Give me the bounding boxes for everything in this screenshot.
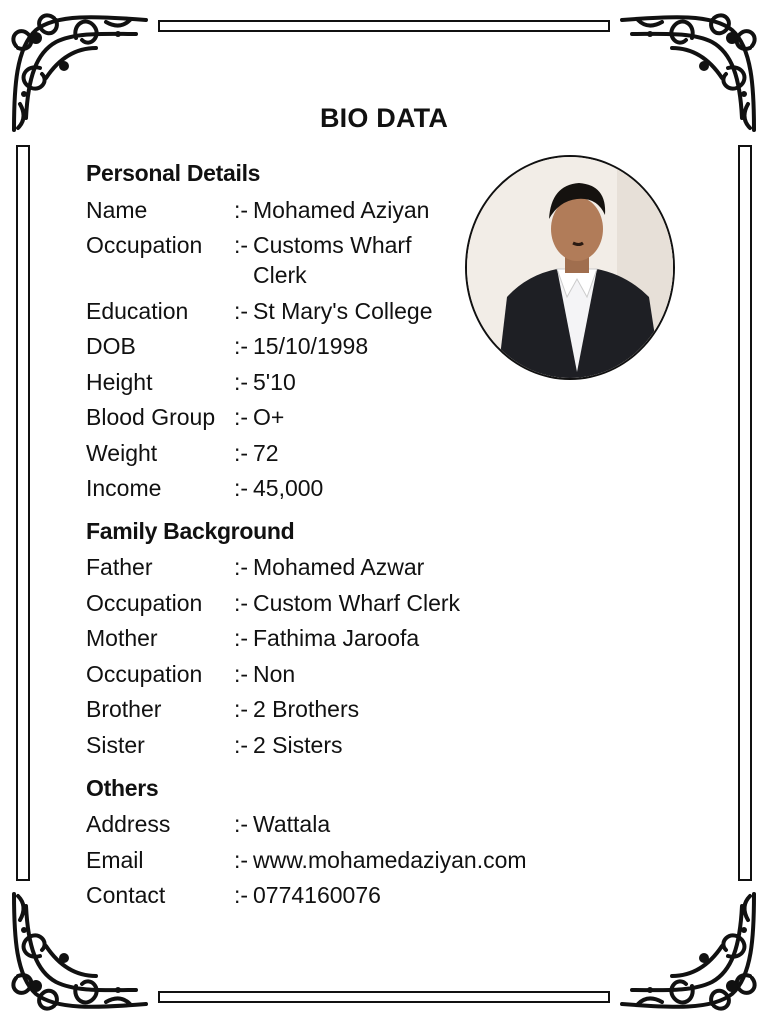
detail-value: 72 xyxy=(253,440,279,466)
frame-right-bar xyxy=(738,145,752,881)
frame-left-bar xyxy=(16,145,30,881)
detail-label: Email xyxy=(86,847,144,873)
detail-value: 0774160076 xyxy=(253,882,381,908)
separator: :- xyxy=(234,590,249,616)
separator: :- xyxy=(234,811,249,837)
detail-value: Custom Wharf Clerk xyxy=(253,590,461,616)
separator: :- xyxy=(234,732,249,758)
detail-label: Mother xyxy=(86,625,158,651)
detail-label: Address xyxy=(86,811,171,837)
frame-bottom-bar xyxy=(158,991,610,1003)
page-title: BIO DATA xyxy=(319,103,449,133)
detail-value: Wattala xyxy=(253,811,331,837)
detail-label: DOB xyxy=(86,333,136,359)
detail-value: St Mary's College xyxy=(253,298,433,324)
detail-value: Mohamed Azwar xyxy=(253,554,425,580)
separator: :- xyxy=(234,882,249,908)
detail-label: Brother xyxy=(86,696,162,722)
person-portrait-icon xyxy=(467,157,675,380)
detail-label: Income xyxy=(86,475,162,501)
frame-top-bar xyxy=(158,20,610,32)
detail-label: Blood Group xyxy=(86,404,216,430)
separator: :- xyxy=(234,475,249,501)
detail-label: Occupation xyxy=(86,590,203,616)
separator: :- xyxy=(234,554,249,580)
detail-label: Occupation xyxy=(86,232,203,258)
separator: :- xyxy=(234,232,249,258)
detail-value: Mohamed Aziyan xyxy=(253,197,430,223)
detail-value: Clerk xyxy=(253,262,307,288)
separator: :- xyxy=(234,696,249,722)
section-heading-family: Family Background xyxy=(86,518,295,544)
detail-label: Contact xyxy=(86,882,166,908)
detail-label: Education xyxy=(86,298,189,324)
detail-label: Sister xyxy=(86,732,145,758)
detail-value-link[interactable]: www.mohamedaziyan.com xyxy=(253,847,527,873)
section-heading-others: Others xyxy=(86,775,159,801)
detail-value: Fathima Jaroofa xyxy=(253,625,420,651)
separator: :- xyxy=(234,404,249,430)
section-heading-personal: Personal Details xyxy=(86,160,261,186)
detail-label: Name xyxy=(86,197,148,223)
ornament-corner-bottom-right-icon xyxy=(614,886,762,1016)
detail-value: 45,000 xyxy=(253,475,324,501)
separator: :- xyxy=(234,197,249,223)
detail-value: Customs Wharf xyxy=(253,232,412,258)
separator: :- xyxy=(234,661,249,687)
detail-value: O+ xyxy=(253,404,285,430)
detail-value: 2 Sisters xyxy=(253,732,343,758)
detail-label: Height xyxy=(86,369,153,395)
detail-label: Father xyxy=(86,554,153,580)
detail-label: Occupation xyxy=(86,661,203,687)
separator: :- xyxy=(234,625,249,651)
separator: :- xyxy=(234,440,249,466)
separator: :- xyxy=(234,369,249,395)
separator: :- xyxy=(234,847,249,873)
detail-value: 5'10 xyxy=(253,369,296,395)
detail-value: 15/10/1998 xyxy=(253,333,369,359)
detail-value: 2 Brothers xyxy=(253,696,360,722)
separator: :- xyxy=(234,333,249,359)
detail-value: Non xyxy=(253,661,296,687)
profile-photo xyxy=(465,155,675,380)
detail-label: Weight xyxy=(86,440,158,466)
separator: :- xyxy=(234,298,249,324)
